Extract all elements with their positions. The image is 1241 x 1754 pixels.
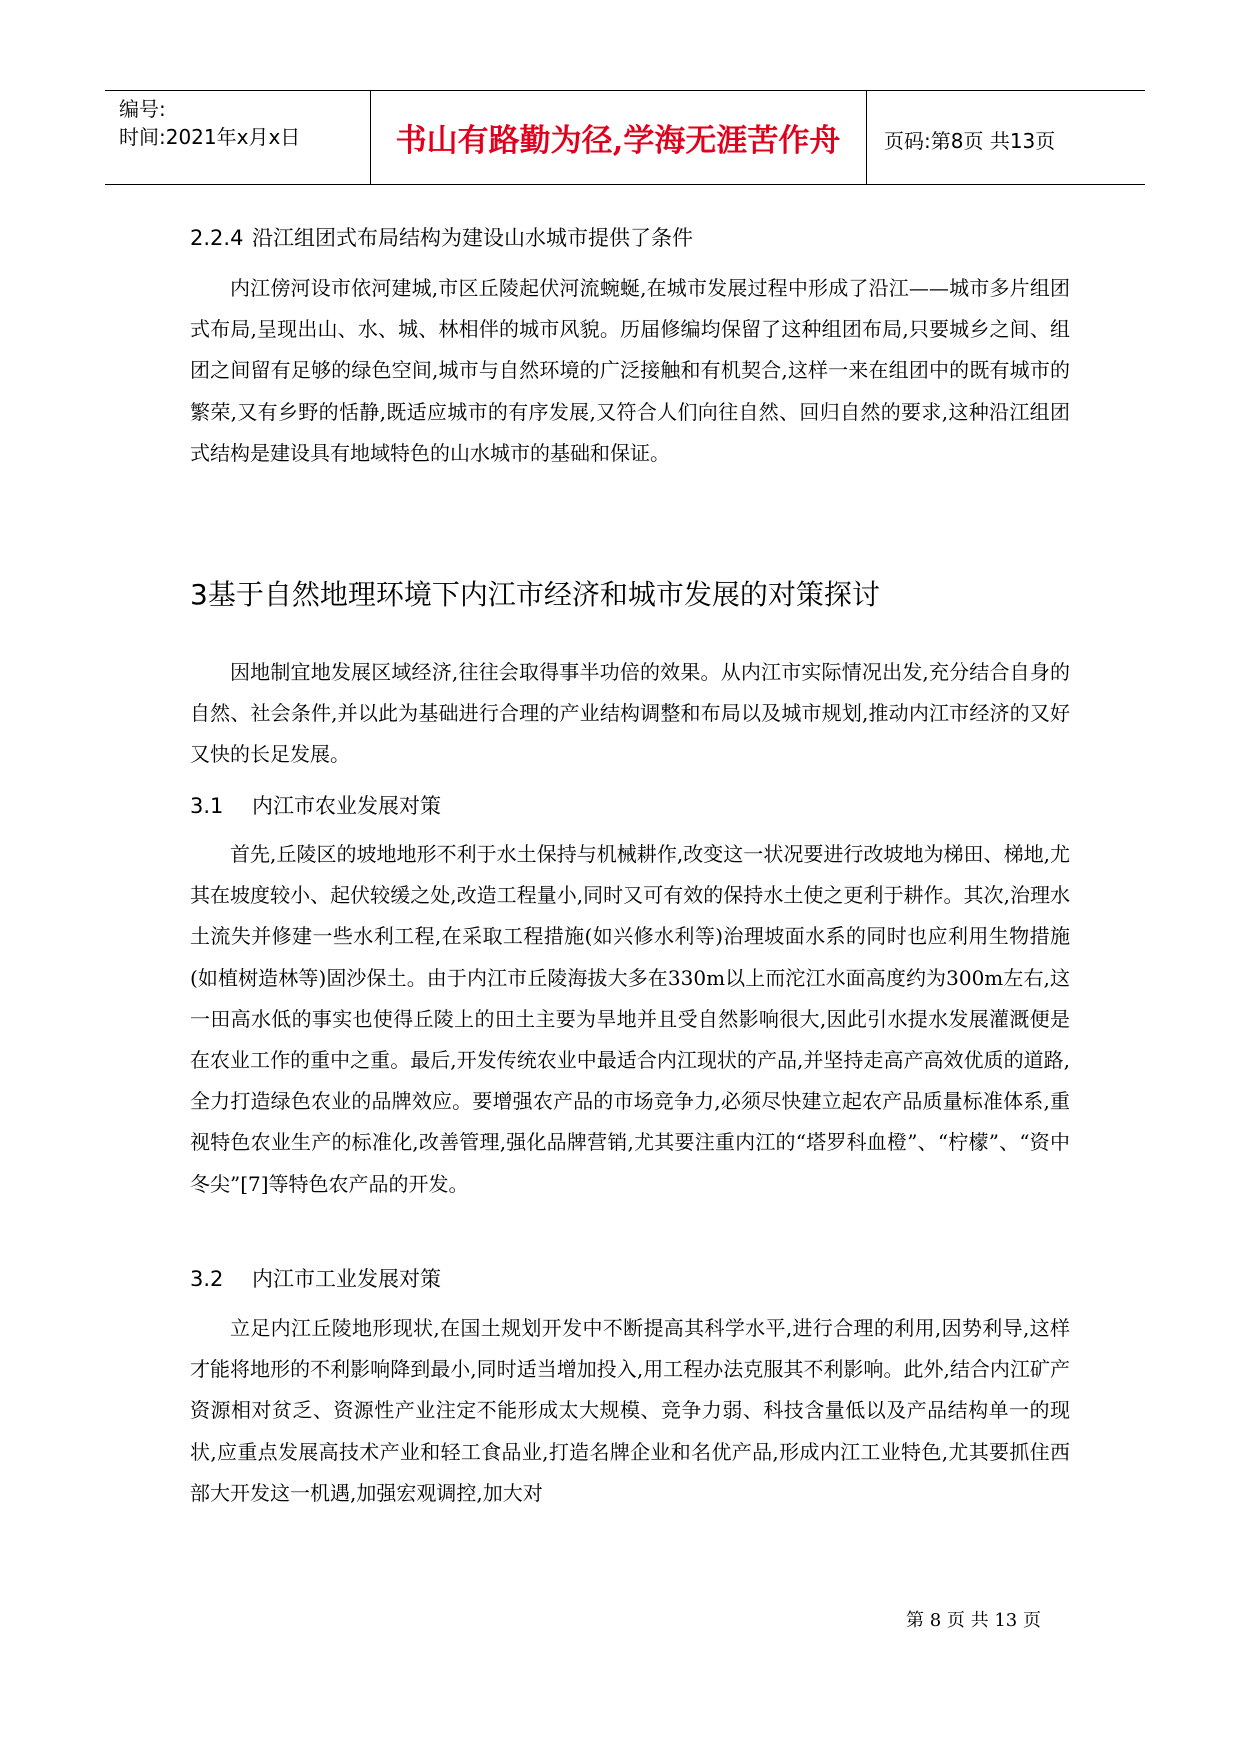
page-footer: 第 8 页 共 13 页 (906, 1610, 1041, 1631)
section-32-paragraph: 立足内江丘陵地形现状,在国土规划开发中不断提高其科学水平,进行合理的利用,因势利导,这样才能将地形的不利影响降到最小,同时适当增加投入,用工程办法克服其不利影响。此外,结合内江矿产资源相对贫乏、资源性产业注定不能形成太大规模、竞争力弱、科技含量低以及产品结构单一的现状,应重点发展高技术产业和轻工食品业,打造名牌企业和名优产品,形成内江工业特色,尤其要抓住西部大开发这一机遇,加强宏观调控,加大对 (190, 1316, 1070, 1505)
section-32-number: 3.2 (190, 1267, 224, 1291)
section-32-heading (190, 1263, 441, 1293)
section-3-heading: 3基于自然地理环境下内江市经济和城市发展的对策探讨 (190, 578, 880, 611)
section-31-title: 内江市农业发展对策 (252, 794, 441, 818)
section-224-title: 沿江组团式布局结构为建设山水城市提供了条件 (252, 226, 693, 250)
section-31-number: 3.1 (190, 794, 224, 818)
section-31-paragraph: 首先,丘陵区的坡地地形不利于水土保持与机械耕作,改变这一状况要进行改坡地为梯田、梯地,尤其在坡度较小、起伏较缓之处,改造工程量小,同时又可有效的保持水土使之更利于耕作。其次,治理水土流失并修建一些水利工程,在采取工程措施(如兴修水利等)治理坡面水系的同时也应利用生物措施(如植树造林等)固沙保土。由于内江市丘陵海拔大多在330m以上而沱江水面高度约为300m左右,这一田高水低的事实也使得丘陵上的田土主要为旱地并且受自然影响很大,因此引水提水发展灌溉便是在农业工作的重中之重。最后,开发传统农业中最适合内江现状的产品,并坚持走高产高效优质的道路,全力打造绿色农业的品牌效应。要增强农产品的市场竞争力,必须尽快建立起农产品质量标准体系,重视特色农业生产的标准化,改善管理,强化品牌营销,尤其要注重内江的“塔罗科血橙”、“柠檬”、“资中冬尖”[7]等特色农产品的开发。 (190, 842, 1070, 1196)
section-32-title: 内江市工业发展对策 (252, 1267, 441, 1291)
page-header (105, 90, 1145, 185)
section-224-paragraph: 内江傍河设市依河建城,市区丘陵起伏河流蜿蜒,在城市发展过程中形成了沿江——城市多片组团式布局,呈现出山、水、城、林相伴的城市风貌。历届修编均保留了这种组团布局,只要城乡之间、组团之间留有足够的绿色空间,城市与自然环境的广泛接触和有机契合,这样一来在组团中的既有城市的繁荣,又有乡野的恬静,既适应城市的有序发展,又符合人们向往自然、回归自然的要求,这种沿江组团式结构是建设具有地域特色的山水城市的基础和保证。 (190, 276, 1070, 465)
header-right-cell (866, 91, 1145, 184)
document-time-label: 时间:2021年x月x日 (119, 125, 301, 149)
section-31-heading (190, 790, 441, 820)
header-middle-cell (370, 91, 867, 184)
section-3-paragraph: 因地制宜地发展区域经济,往往会取得事半功倍的效果。从内江市实际情况出发,充分结合自身的自然、社会条件,并以此为基础进行合理的产业结构调整和布局以及城市规划,推动内江市经济的又好又快的长足发展。 (190, 660, 1070, 767)
header-left-cell (105, 91, 371, 184)
document-number-label: 编号: (119, 97, 166, 121)
section-224-heading (190, 222, 693, 252)
header-page-label: 页码:第8页 共13页 (884, 129, 1056, 153)
section-224-number: 2.2.4 (190, 226, 244, 250)
header-slogan: 书山有路勤为径,学海无涯苦作舟 (395, 123, 841, 159)
